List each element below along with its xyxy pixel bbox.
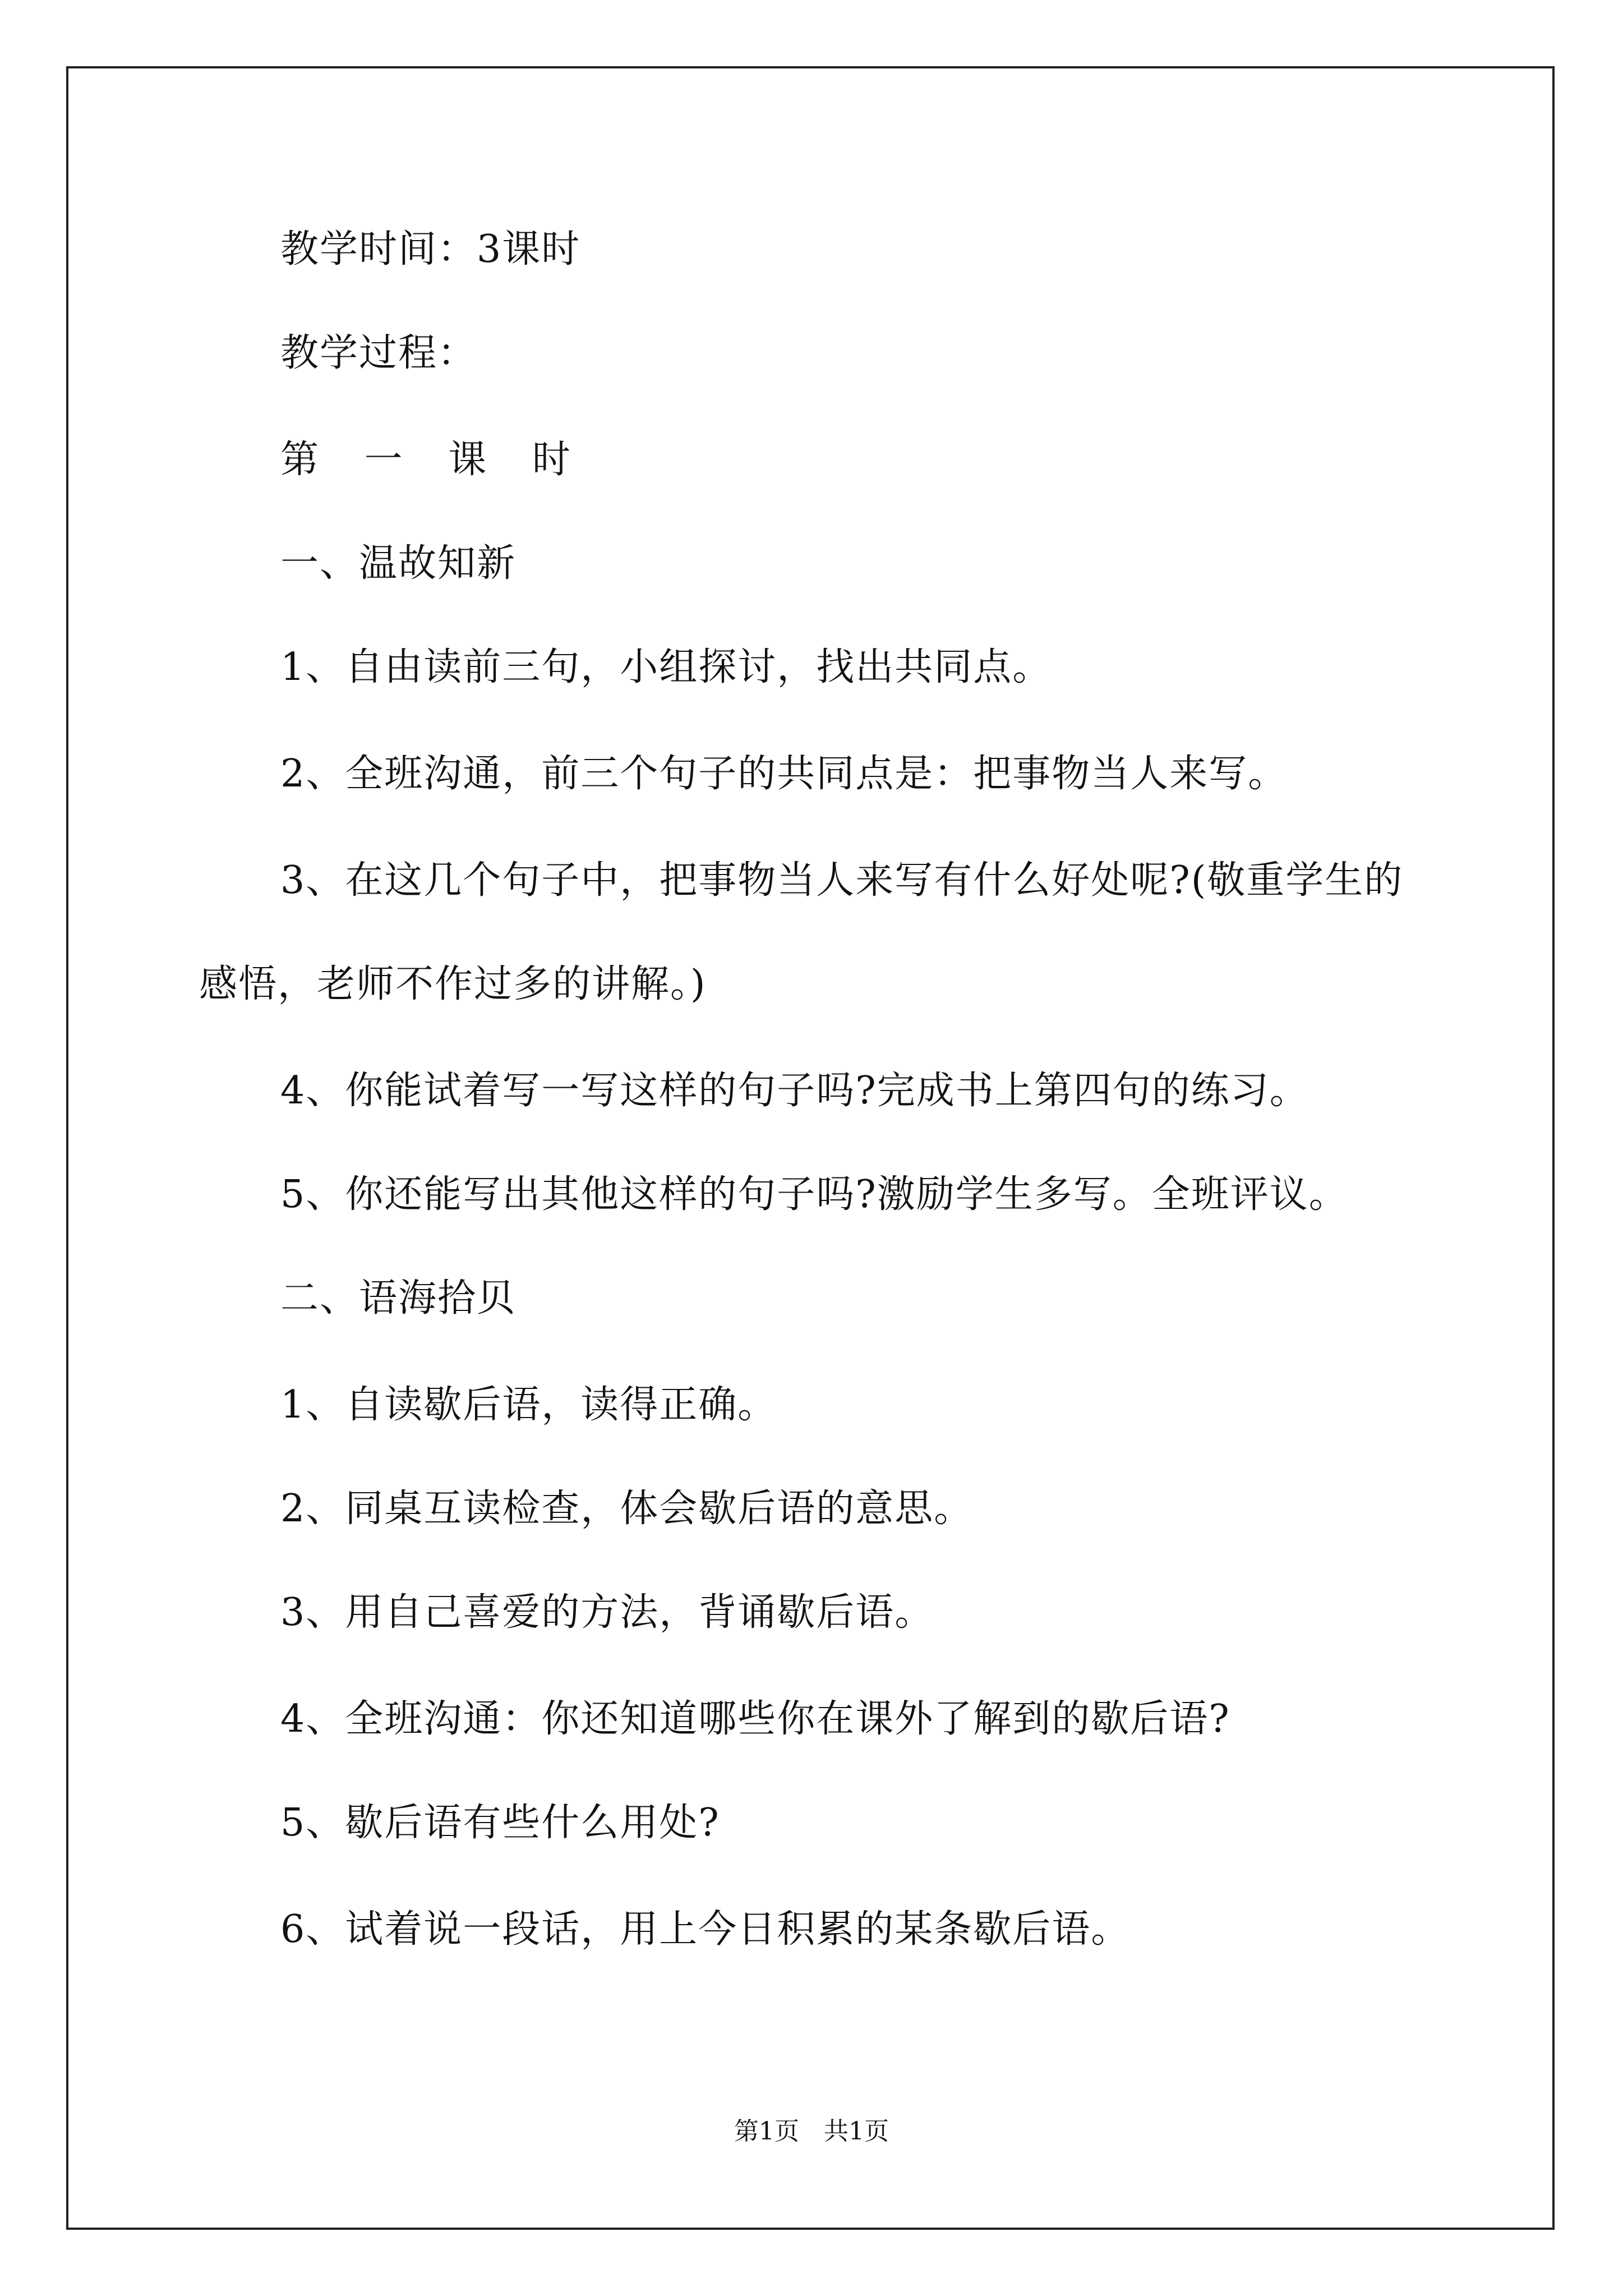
paragraph-continuation: 感悟，老师不作过多的讲解。) [199,962,707,1006]
paragraph-item: 6、试着说一段话，用上今日积累的某条歇后语。 [280,1907,1131,1952]
paragraph-item: 1、自由读前三句，小组探讨，找出共同点。 [280,645,1052,689]
paragraph-item: 3、在这几个句子中，把事物当人来写有什么好处呢?(敬重学生的 [280,858,1404,903]
paragraph-item: 2、全班沟通，前三个句子的共同点是：把事物当人来写。 [280,752,1288,796]
paragraph-item: 1、自读歇后语，读得正确。 [280,1383,777,1427]
paragraph-item: 4、全班沟通：你还知道哪些你在课外了解到的歇后语? [280,1697,1230,1741]
paragraph-item: 3、用自己喜爱的方法，背诵歇后语。 [280,1590,934,1635]
paragraph-item: 4、你能试着写一写这样的句子吗?完成书上第四句的练习。 [280,1069,1309,1113]
teaching-time-line: 教学时间：3课时 [280,227,581,272]
section-heading-proverbs: 二、语海拾贝 [280,1276,517,1320]
paragraph-item: 2、同桌互读检查，体会歇后语的意思。 [280,1487,974,1531]
paragraph-item: 5、歇后语有些什么用处? [280,1801,720,1845]
first-lesson-heading: 第 一 课 时 [280,438,587,482]
page-border [66,66,1555,2230]
page-footer: 第1页 共1页 [734,2117,889,2146]
section-heading-review: 一、温故知新 [280,541,517,586]
teaching-process-heading: 教学过程： [280,331,477,375]
paragraph-item: 5、你还能写出其他这样的句子吗?激励学生多写。全班评议。 [280,1172,1348,1217]
